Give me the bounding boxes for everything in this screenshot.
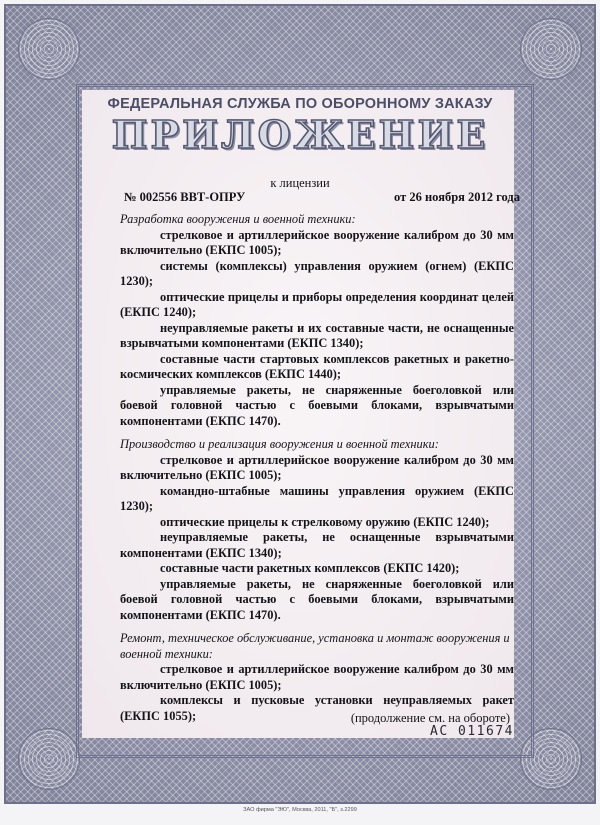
section-heading: Разработка вооружения и военной техники: [120,212,356,226]
list-item: управляемые ракеты, не снаряженные боеголовкой или боевой головной частью с боевыми блоками, взрывчатыми компонентами (ЕКПС 1470). [120,382,514,428]
license-reference: к лицензии [270,176,330,190]
section-heading: Ремонт, техническое обслуживание, установка и монтаж вооружения и военной техники: [120,631,510,661]
list-item: неуправляемые ракеты, не оснащенные взрывчатыми компонентами (ЕКПС 1340); [120,530,514,560]
corner-rosette [18,18,80,80]
serial-number: АС 011674 [430,724,514,739]
list-item: комплексы и пусковые установки неуправляемых ракет (ЕКПС 1055); [120,693,514,723]
license-number: № 002556 ВВТ-ОПРУ [124,190,246,204]
continuation-note: (продолжение см. на обороте) [350,711,510,725]
list-item: составные части ракетных комплексов (ЕКПС 1420); [160,561,460,575]
list-item: составные части стартовых комплексов ракетных и ракетно-космических комплексов (ЕКПС 1440); [120,351,514,381]
agency-name: ФЕДЕРАЛЬНАЯ СЛУЖБА ПО ОБОРОННОМУ ЗАКАЗУ [107,96,493,112]
list-item: стрелковое и артиллерийское вооружение калибром до 30 мм включительно (ЕКПС 1005); [120,662,514,692]
list-item: оптические прицелы и приборы определения координат целей (ЕКПС 1240); [120,289,514,319]
list-item: неуправляемые ракеты и их составные части, не оснащенные взрывчатыми компонентами (ЕКПС 1340); [120,320,514,350]
list-item: командно-штабные машины управления оружием (ЕКПС 1230); [120,483,514,513]
list-item: системы (комплексы) управления оружием (огнем) (ЕКПС 1230); [120,258,514,288]
license-date: от 26 ноября 2012 года [394,190,520,204]
document-title: ПРИЛОЖЕНИЕ [111,112,489,157]
list-item: управляемые ракеты, не снаряженные боеголовкой или боевой головной частью с боевыми блоками, взрывчатыми компонентами (ЕКПС 1470). [120,576,514,622]
list-item: стрелковое и артиллерийское вооружение калибром до 30 мм включительно (ЕКПС 1005); [120,452,514,482]
corner-rosette [18,728,80,790]
list-item: оптические прицелы к стрелковому оружию (ЕКПС 1240); [160,514,490,529]
corner-rosette [520,18,582,80]
document-body [120,212,514,724]
section-heading: Производство и реализация вооружения и военной техники: [120,437,439,451]
printer-imprint: ЗАО фирма "ЭЮ", Москва, 2011, "Б", з.2299 [243,807,357,813]
list-item: стрелковое и артиллерийское вооружение калибром до 30 мм включительно (ЕКПС 1005); [120,227,514,257]
